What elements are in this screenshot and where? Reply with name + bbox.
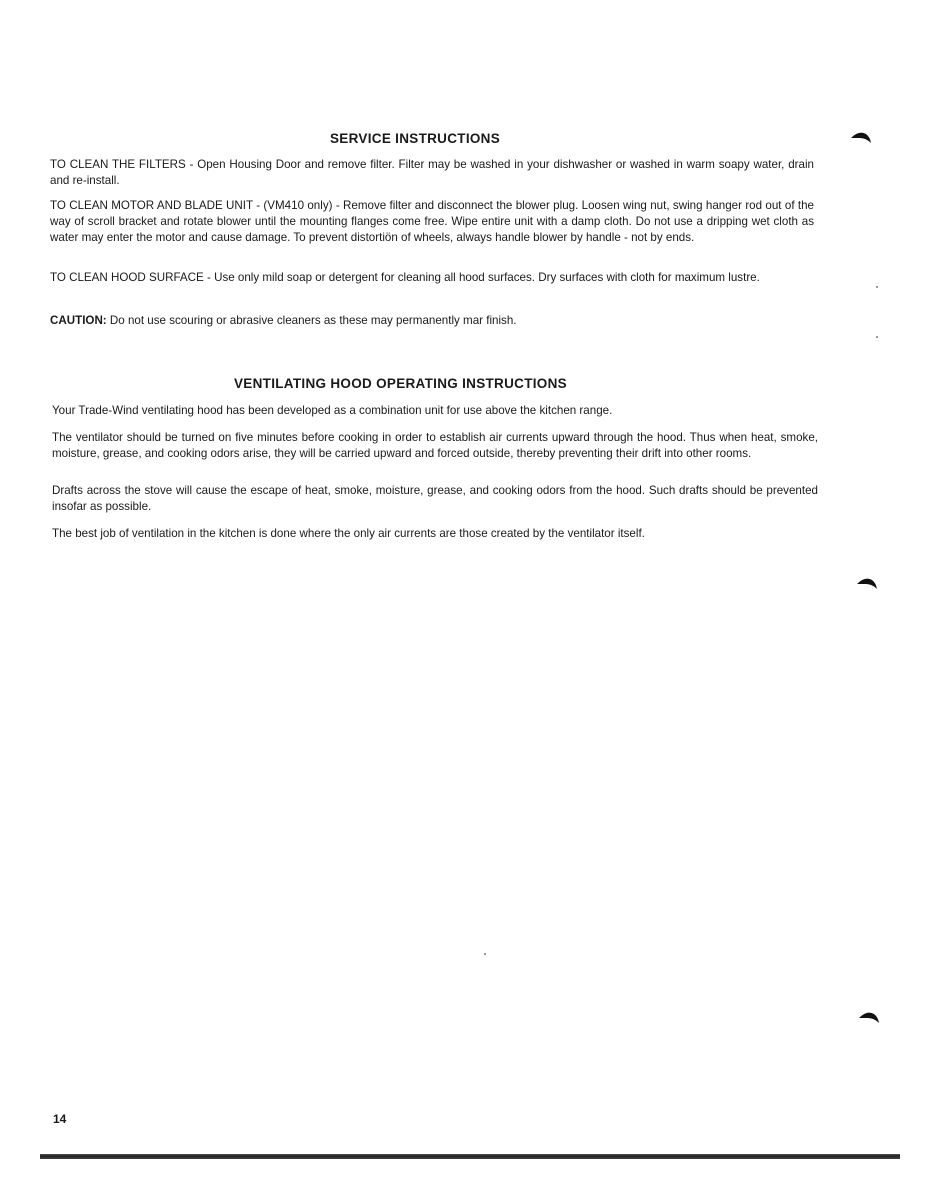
caution-text: Do not use scouring or abrasive cleaners as these may permanently mar finish.	[106, 314, 517, 327]
ventilating-paragraph-2: The ventilator should be turned on five minutes before cooking in order to establish air currents upward through the hood. Thus when heat, smoke, moisture, grease, and cooking odors arise, they will be carried upward and forced outside, thereby preventing their drift into other rooms.	[52, 431, 818, 460]
bottom-rule	[40, 1154, 900, 1159]
ventilating-instructions-heading: VENTILATING HOOD OPERATING INSTRUCTIONS	[234, 376, 567, 391]
scan-speck	[876, 286, 878, 288]
caution-paragraph	[50, 313, 814, 329]
clean-motor-label: TO CLEAN MOTOR AND BLADE UNIT	[50, 199, 253, 212]
binder-mark-icon	[858, 1010, 880, 1024]
clean-hood-surface-text: - Use only mild soap or detergent for cleaning all hood surfaces. Dry surfaces with cloth for maximum lustre.	[203, 271, 760, 284]
binder-mark-icon	[856, 576, 878, 590]
caution-label: CAUTION:	[50, 314, 107, 327]
ventilating-paragraph-3: Drafts across the stove will cause the escape of heat, smoke, moisture, grease, and cooking odors from the hood. Such drafts should be prevented insofar as possible.	[52, 484, 818, 513]
page-number: 14	[53, 1112, 67, 1126]
clean-hood-surface-label: TO CLEAN HOOD SURFACE	[50, 271, 204, 284]
clean-filters-label: TO CLEAN THE FILTERS	[50, 158, 186, 171]
clean-filters-paragraph	[50, 157, 814, 189]
binder-mark-icon	[850, 130, 872, 144]
clean-motor-paragraph	[50, 198, 814, 246]
clean-hood-surface-paragraph	[50, 270, 814, 286]
scan-speck	[484, 953, 486, 955]
ventilating-paragraph-4: The best job of ventilation in the kitchen is done where the only air currents are those created by the ventilator itself.	[52, 527, 645, 540]
service-instructions-heading: SERVICE INSTRUCTIONS	[330, 131, 501, 146]
ventilating-paragraph-1: Your Trade-Wind ventilating hood has been developed as a combination unit for use above the kitchen range.	[52, 404, 613, 417]
clean-motor-text: - (VM410 only) - Remove filter and disconnect the blower plug. Loosen wing nut, swing hanger rod out of the way of scroll bracket and rotate blower until the mounting flanges come free. Wipe entire unit with a damp cloth. Do not use a dripping wet cloth as water may enter the motor and cause damage. To prevent distortiön of wheels, always handle blower by handle - not by ends.	[50, 199, 814, 244]
clean-filters-text: - Open Housing Door and remove filter. Filter may be washed in your dishwasher or washed in warm soapy water, drain and re-install.	[50, 158, 814, 187]
scan-speck	[876, 336, 878, 338]
